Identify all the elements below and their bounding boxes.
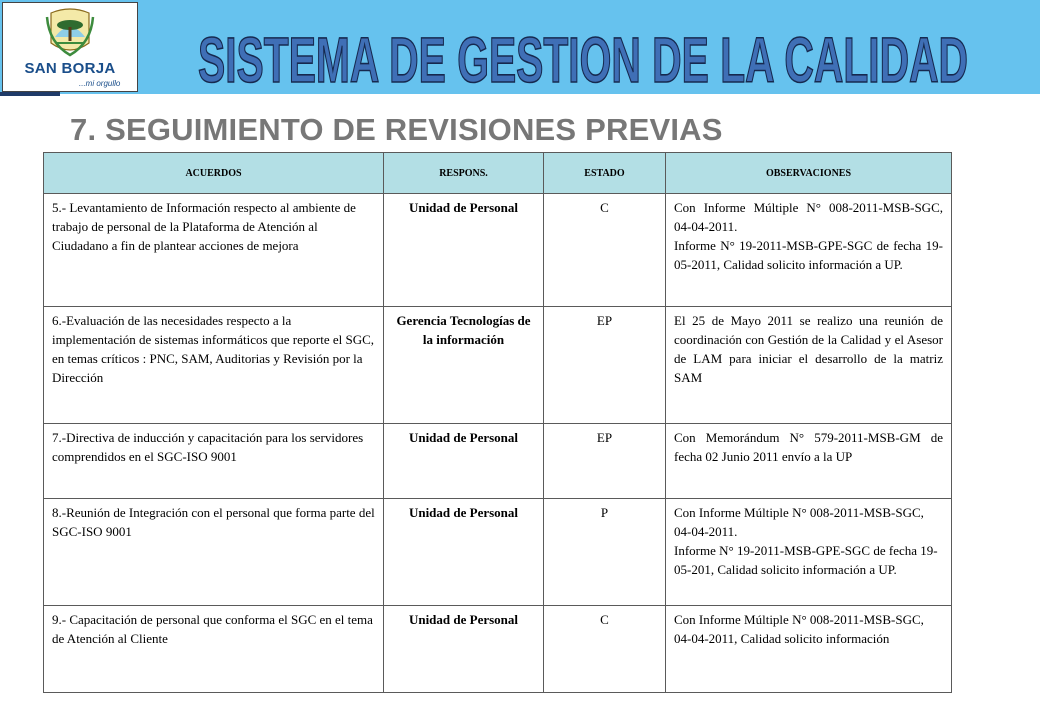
column-header-estado: ESTADO [544,153,666,194]
observation-text: Con Memorándum N° 579-2011-MSB-GM de fecha 02 Junio 2011 envío a la UP [674,430,943,464]
estado-cell: P [544,499,666,606]
acuerdo-cell: 9.- Capacitación de personal que conforma el SGC en el tema de Atención al Cliente [44,606,384,693]
observation-text: Con Informe Múltiple N° 008-2011-MSB-SGC, 04-04-2011. [674,200,943,234]
observation-text: Informe N° 19-2011-MSB-GPE-SGC de fecha 19-05-2011, Calidad solicito información a UP. [674,238,943,272]
table-row [44,194,952,307]
revisions-table [43,152,952,693]
table-row [44,606,952,693]
page-banner-title [188,12,978,88]
column-header-respons: RESPONS. [384,153,544,194]
table-row [44,307,952,424]
respons-cell: Unidad de Personal [384,194,544,307]
logo-tagline: ...mi orgullo [79,79,121,88]
acuerdo-cell: 7.-Directiva de inducción y capacitación para los servidores comprendidos en el SGC-ISO 9001 [44,424,384,499]
observaciones-cell [666,307,952,424]
respons-cell: Unidad de Personal [384,499,544,606]
observaciones-cell [666,194,952,307]
header-divider [0,92,60,96]
observation-text: Con Informe Múltiple N° 008-2011-MSB-SGC, 04-04-2011. [674,505,924,539]
observation-text: Informe N° 19-2011-MSB-GPE-SGC de fecha 19-05-201, Calidad solicito información a UP. [674,543,938,577]
estado-cell: EP [544,307,666,424]
column-header-acuerdos: ACUERDOS [44,153,384,194]
section-title: 7. SEGUIMIENTO DE REVISIONES PREVIAS [70,112,723,147]
table-row [44,499,952,606]
table-row [44,424,952,499]
acuerdo-cell: 5.- Levantamiento de Información respecto al ambiente de trabajo de personal de la Plataforma de Atención al Ciudadano a fin de plantear acciones de mejora [44,194,384,307]
respons-cell: Unidad de Personal [384,424,544,499]
acuerdo-cell: 6.-Evaluación de las necesidades respecto a la implementación de sistemas informáticos que reporte el SGC, en temas críticos : PNC, SAM, Auditorias y Revisión por la Dirección [44,307,384,424]
respons-cell: Gerencia Tecnologías de la información [384,307,544,424]
acuerdo-cell: 8.-Reunión de Integración con el personal que forma parte del SGC-ISO 9001 [44,499,384,606]
observaciones-cell [666,499,952,606]
observaciones-cell [666,606,952,693]
estado-cell: C [544,606,666,693]
respons-cell: Unidad de Personal [384,606,544,693]
header-title-text: SISTEMA DE GESTION DE LA CALIDAD [198,24,968,88]
observation-text: Con Informe Múltiple N° 008-2011-MSB-SGC, 04-04-2011, Calidad solicito información [674,612,924,646]
observation-text: El 25 de Mayo 2011 se realizo una reunión de coordinación con Gestión de la Calidad y el Asesor de LAM para iniciar el desarrollo de la matriz SAM [674,313,943,385]
estado-cell: EP [544,424,666,499]
estado-cell: C [544,194,666,307]
observaciones-cell [666,424,952,499]
tree-emblem-icon [3,3,137,91]
column-header-observaciones: OBSERVACIONES [666,153,952,194]
logo-name: SAN BORJA [24,60,116,77]
san-borja-logo [2,2,138,92]
table-header-row [44,153,952,194]
